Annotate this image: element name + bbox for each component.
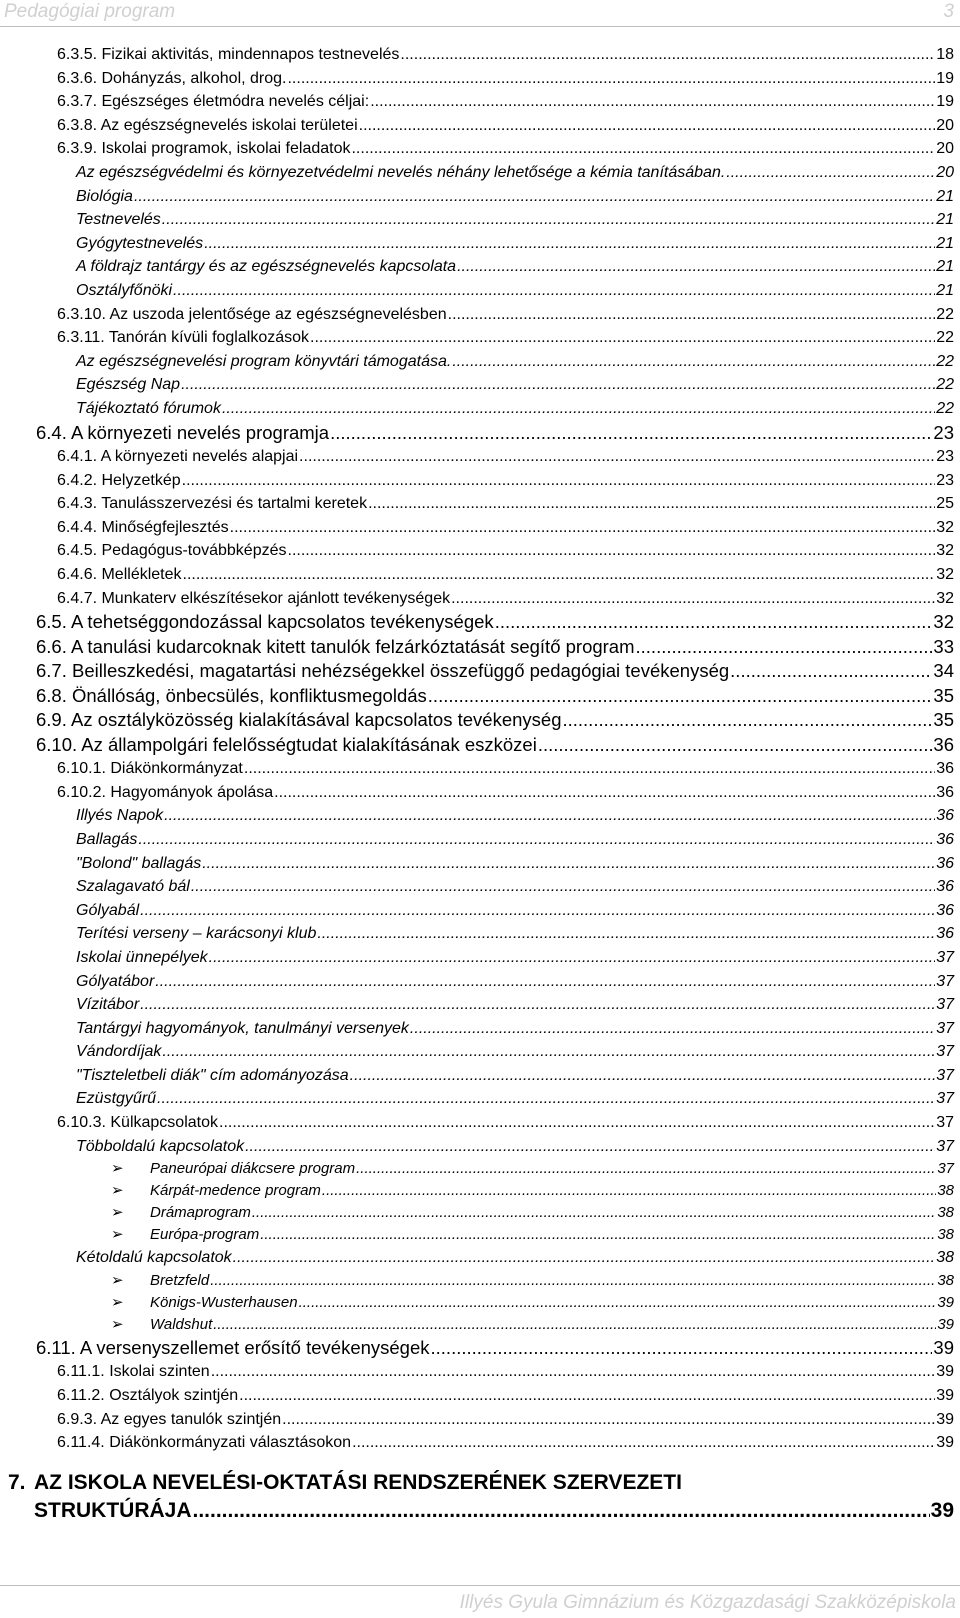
toc-entry-label: Az egészségnevelési program könyvtári támogatása. (76, 352, 452, 370)
chapter-heading[interactable] (0, 1469, 960, 1497)
toc-entry[interactable] (0, 1202, 960, 1224)
dot-leader (299, 445, 935, 469)
toc-entry[interactable] (0, 1336, 960, 1361)
dot-leader (288, 539, 936, 563)
toc-entry-page: 21 (936, 211, 954, 229)
dot-leader (282, 1408, 935, 1432)
toc-entry[interactable] (0, 185, 960, 209)
toc-entry-page: 38 (937, 1271, 954, 1289)
toc-entry-label: 6.3.5. Fizikai aktivitás, mindennapos testnevelés (57, 46, 400, 63)
toc-entry[interactable] (0, 1270, 960, 1292)
dot-leader (162, 1040, 935, 1064)
toc-entry-label: Szalagavató bál (76, 878, 190, 896)
toc-entry-label: Vízitábor (76, 996, 140, 1014)
dot-leader (287, 67, 935, 91)
toc-entry-label: Gólyatábor (76, 972, 155, 990)
toc-entry[interactable] (0, 1040, 960, 1064)
toc-entry-label: 6.3.8. Az egészségnevelés iskolai területei (57, 116, 358, 134)
toc-entry-page: 39 (936, 1363, 954, 1381)
toc-entry[interactable] (0, 1360, 960, 1384)
toc-entry[interactable] (0, 708, 960, 733)
toc-entry[interactable] (0, 899, 960, 923)
toc-entry[interactable] (0, 946, 960, 970)
toc-entry-page: 36 (936, 925, 954, 943)
toc-entry[interactable] (0, 635, 960, 660)
toc-entry[interactable] (0, 922, 960, 946)
dot-leader (210, 1270, 936, 1292)
toc-entry[interactable] (0, 828, 960, 852)
toc-entry-label: Kárpát-medence program (150, 1182, 321, 1200)
dot-leader (299, 1292, 937, 1314)
toc-entry-page: 23 (936, 471, 954, 489)
toc-entry-page: 22 (936, 399, 954, 417)
toc-entry-label: 6.4.6. Mellékletek (57, 565, 182, 583)
dot-leader (155, 970, 935, 994)
toc-entry[interactable] (0, 232, 960, 256)
toc-entry-label: "Tiszteletbeli diák" cím adományozása (76, 1066, 349, 1084)
toc-entry[interactable] (0, 1314, 960, 1336)
dot-leader (457, 255, 935, 279)
toc-entry-page: 38 (937, 1182, 954, 1200)
toc-entry-page: 22 (936, 305, 954, 323)
header-page-number: 3 (943, 1, 954, 22)
toc-entry-page: 37 (936, 948, 954, 966)
toc-entry-label: Európa-program (150, 1226, 260, 1244)
dot-leader (182, 469, 936, 493)
toc-entry-page: 37 (936, 996, 954, 1014)
toc-entry[interactable] (0, 1292, 960, 1314)
toc-entry-label: Terítési verseny – karácsonyi klub (76, 925, 317, 943)
dot-leader (191, 875, 935, 899)
chapter-page: 39 (930, 1498, 954, 1522)
toc-entry-page: 37 (936, 1114, 954, 1132)
dot-leader (260, 1224, 936, 1246)
toc-entry-label: Ballagás (76, 830, 138, 848)
toc-entry-page: 36 (936, 783, 954, 801)
toc-entry-page: 36 (936, 830, 954, 848)
toc-entry[interactable] (0, 1064, 960, 1088)
dot-leader (562, 708, 932, 733)
arrow-bullet-icon: ➢ (111, 1315, 124, 1333)
toc-entry-label: 6.4.3. Tanulásszervezési és tartalmi keretek (57, 495, 368, 513)
toc-entry[interactable] (0, 90, 960, 114)
toc-entry[interactable] (0, 373, 960, 397)
dot-leader (368, 492, 935, 516)
toc-entry-label: 6.3.10. Az uszoda jelentősége az egészségnevelésben (57, 305, 447, 323)
dot-leader (211, 1360, 936, 1384)
table-of-contents (0, 43, 960, 1525)
toc-entry-label: 6.9. Az osztályközösség kialakításával kapcsolatos tevékenység (36, 709, 562, 731)
toc-entry-page: 36 (936, 901, 954, 919)
toc-entry-page: 36 (933, 733, 954, 755)
toc-entry-page: 37 (936, 1019, 954, 1037)
toc-entry-label: Waldshut (150, 1315, 213, 1333)
dot-leader (219, 1111, 935, 1135)
toc-entry-label: 6.4.5. Pedagógus-továbbképzés (57, 542, 287, 560)
toc-entry-page: 20 (936, 140, 954, 158)
toc-entry[interactable] (0, 875, 960, 899)
toc-entry-label: Egészség Nap (76, 376, 181, 394)
toc-entry[interactable] (0, 781, 960, 805)
toc-entry-label: Iskolai ünnepélyek (76, 948, 208, 966)
toc-entry-page: 23 (933, 421, 954, 443)
toc-entry-label: 6.5. A tehetséggondozással kapcsolatos tevékenységek (36, 611, 494, 633)
toc-entry-label: Königs-Wusterhausen (150, 1293, 298, 1311)
dot-leader (140, 899, 935, 923)
toc-entry-label: 6.3.9. Iskolai programok, iskolai feladatok (57, 140, 351, 158)
arrow-bullet-icon: ➢ (111, 1204, 124, 1222)
dot-leader (310, 326, 935, 350)
toc-entry-label: Osztályfőnöki (76, 281, 173, 299)
toc-entry-label: 6.8. Önállóság, önbecsülés, konfliktusmegoldás (36, 684, 427, 706)
footer-text: Illyés Gyula Gimnázium és Közgazdasági Szakközépiskola (459, 1592, 956, 1613)
toc-entry[interactable] (0, 733, 960, 758)
dot-leader (162, 208, 935, 232)
dot-leader (164, 804, 935, 828)
toc-entry-page: 36 (936, 854, 954, 872)
toc-entry-page: 37 (936, 1043, 954, 1061)
toc-entry-page: 32 (936, 542, 954, 560)
dot-leader (322, 1180, 936, 1202)
toc-entry-label: 6.3.6. Dohányzás, alkohol, drog. (57, 69, 287, 87)
dot-leader (448, 303, 936, 327)
toc-entry[interactable] (0, 137, 960, 161)
toc-entry[interactable] (0, 445, 960, 469)
toc-entry[interactable] (0, 970, 960, 994)
toc-entry[interactable] (0, 350, 960, 374)
toc-entry-label: Kétoldalú kapcsolatok (76, 1249, 232, 1267)
dot-leader (230, 516, 936, 540)
dot-leader (330, 421, 932, 446)
chapter-number: 7. (8, 1470, 26, 1494)
toc-entry[interactable] (0, 1158, 960, 1180)
toc-entry-label: Illyés Napok (76, 807, 164, 825)
toc-entry[interactable] (0, 1246, 960, 1270)
toc-entry[interactable] (0, 659, 960, 684)
dot-leader (350, 1064, 936, 1088)
toc-entry-label: 6.4.7. Munkaterv elkészítésekor ajánlott tevékenységek (57, 589, 451, 607)
toc-entry-label: Bretzfeld (150, 1271, 210, 1289)
toc-entry[interactable] (0, 255, 960, 279)
toc-entry[interactable] (0, 1017, 960, 1041)
toc-entry[interactable] (0, 161, 960, 185)
dot-leader (400, 43, 935, 67)
toc-entry-page: 32 (936, 518, 954, 536)
dot-leader (495, 610, 933, 635)
toc-entry-label: Vándordíjak (76, 1043, 162, 1061)
toc-entry-page: 21 (936, 187, 954, 205)
toc-entry-label: A földrajz tantárgy és az egészségnevelés kapcsolata (76, 258, 457, 276)
dot-leader (173, 279, 935, 303)
toc-entry-page: 18 (936, 46, 954, 63)
toc-entry[interactable] (0, 1180, 960, 1202)
dot-leader (359, 114, 936, 138)
toc-entry-page: 36 (936, 807, 954, 825)
dot-leader (431, 1336, 933, 1361)
toc-entry-label: 6.10.2. Hagyományok ápolása (57, 783, 274, 801)
toc-entry[interactable] (0, 804, 960, 828)
toc-entry[interactable] (0, 1408, 960, 1432)
toc-entry-page: 37 (936, 1137, 954, 1155)
toc-entry-label: 6.10. Az állampolgári felelősségtudat kialakításának eszközei (36, 733, 537, 755)
toc-entry-label: 6.11.4. Diákönkormányzati választásokon (57, 1434, 352, 1452)
toc-entry[interactable] (0, 326, 960, 350)
toc-entry[interactable] (0, 684, 960, 709)
toc-entry-label: Biológia (76, 187, 133, 205)
toc-entry-page: 32 (936, 589, 954, 607)
toc-entry-label: 6.4.1. A környezeti nevelés alapjai (57, 448, 299, 465)
dot-leader (193, 1497, 930, 1525)
toc-entry-page: 38 (936, 1249, 954, 1267)
toc-entry-page: 22 (936, 352, 954, 370)
page-header (0, 0, 960, 27)
toc-entry-label: 6.10.3. Külkapcsolatok (57, 1114, 218, 1132)
toc-entry-page: 22 (936, 329, 954, 347)
dot-leader (452, 350, 935, 374)
toc-entry-label: Paneurópai diákcsere program (150, 1160, 356, 1178)
toc-entry-label: 6.4.4. Minőségfejlesztés (57, 518, 229, 536)
chapter-title-line2: STRUKTÚRÁJA (34, 1498, 192, 1522)
toc-entry-page: 32 (936, 565, 954, 583)
arrow-bullet-icon: ➢ (111, 1271, 124, 1289)
toc-entry-page: 34 (933, 660, 954, 682)
toc-entry[interactable] (0, 421, 960, 446)
toc-entry-label: Tantárgyi hagyományok, tanulmányi versenyek (76, 1019, 409, 1037)
toc-entry-page: 39 (937, 1293, 954, 1311)
dot-leader (352, 1431, 935, 1455)
arrow-bullet-icon: ➢ (111, 1160, 124, 1178)
toc-entry[interactable] (0, 43, 960, 67)
page-footer (0, 1585, 960, 1618)
toc-entry-page: 39 (936, 1410, 954, 1428)
toc-entry-label: 6.11. A versenyszellemet erősítő tevékenységek (36, 1336, 430, 1358)
toc-entry-label: "Bolond" ballagás (76, 854, 202, 872)
dot-leader (451, 587, 935, 611)
toc-entry-page: 22 (936, 376, 954, 394)
toc-entry[interactable] (0, 563, 960, 587)
toc-entry-page: 21 (936, 281, 954, 299)
toc-entry-page: 37 (936, 1090, 954, 1108)
toc-entry-page: 38 (937, 1226, 954, 1244)
dot-leader (410, 1017, 935, 1041)
toc-entry[interactable] (0, 114, 960, 138)
toc-entry-label: 6.4. A környezeti nevelés programja (36, 421, 330, 443)
dot-leader (636, 635, 933, 660)
dot-leader (138, 828, 935, 852)
toc-entry-label: 6.3.11. Tanórán kívüli foglalkozások (57, 329, 310, 347)
toc-entry[interactable] (0, 208, 960, 232)
toc-entry-page: 37 (937, 1160, 954, 1178)
dot-leader (245, 1135, 935, 1159)
toc-entry-page: 33 (933, 635, 954, 657)
toc-entry-label: Gyógytestnevelés (76, 234, 204, 252)
toc-entry[interactable] (0, 1087, 960, 1111)
dot-leader (730, 659, 932, 684)
toc-entry-page: 35 (933, 684, 954, 706)
arrow-bullet-icon: ➢ (111, 1293, 124, 1311)
arrow-bullet-icon: ➢ (111, 1182, 124, 1200)
header-title: Pedagógiai program (4, 1, 176, 22)
dot-leader (538, 733, 933, 758)
toc-entry[interactable] (0, 469, 960, 493)
toc-entry[interactable] (0, 397, 960, 421)
toc-entry[interactable] (0, 587, 960, 611)
dot-leader (204, 232, 935, 256)
dot-leader (222, 397, 935, 421)
dot-leader (351, 137, 935, 161)
toc-entry[interactable] (0, 1135, 960, 1159)
dot-leader (183, 563, 936, 587)
toc-entry-label: 6.9.3. Az egyes tanulók szintjén (57, 1410, 282, 1428)
toc-entry[interactable] (0, 1431, 960, 1455)
toc-entry-label: Drámaprogram (150, 1204, 251, 1222)
toc-entry[interactable] (0, 67, 960, 91)
toc-entry-label: 6.6. A tanulási kudarcoknak kitett tanulók felzárkóztatását segítő program (36, 635, 635, 657)
dot-leader (244, 757, 935, 781)
toc-entry-page: 37 (936, 972, 954, 990)
toc-entry-label: 6.3.7. Egészséges életmódra nevelés céljai: (57, 93, 370, 111)
dot-leader (140, 993, 935, 1017)
toc-entry-label: Tájékoztató fórumok (76, 399, 221, 417)
dot-leader (181, 373, 935, 397)
toc-entry-label: 6.7. Beilleszkedési, magatartási nehézségekkel összefüggő pedagógiai tevékenység (36, 660, 730, 682)
toc-entry-page: 35 (933, 709, 954, 731)
toc-entry[interactable] (0, 993, 960, 1017)
dot-leader (213, 1314, 936, 1336)
toc-entry-label: Ezüstgyűrű (76, 1090, 157, 1108)
toc-entry[interactable] (0, 1384, 960, 1408)
toc-entry-page: 23 (936, 448, 954, 465)
dot-leader (202, 852, 935, 876)
dot-leader (317, 922, 935, 946)
toc-entry-page: 37 (936, 1066, 954, 1084)
toc-entry-label: Többoldalú kapcsolatok (76, 1137, 245, 1155)
toc-entry-page: 36 (936, 878, 954, 896)
toc-entry[interactable] (0, 492, 960, 516)
toc-entry-label: Az egészségvédelmi és környezetvédelmi nevelés néhány lehetősége a kémia tanításában. (76, 163, 726, 181)
toc-entry-page: 39 (936, 1434, 954, 1452)
dot-leader (726, 161, 935, 185)
dot-leader (356, 1158, 936, 1180)
toc-entry-page: 20 (936, 163, 954, 181)
toc-entry[interactable] (0, 1111, 960, 1135)
toc-entry-label: Gólyabál (76, 901, 140, 919)
toc-entry-label: 6.10.1. Diákönkormányzat (57, 760, 243, 778)
toc-entry-page: 36 (936, 760, 954, 778)
toc-entry-page: 19 (936, 69, 954, 87)
dot-leader (233, 1246, 936, 1270)
toc-entry-page: 21 (936, 258, 954, 276)
toc-entry-page: 20 (936, 116, 954, 134)
toc-entry-page: 32 (933, 611, 954, 633)
dot-leader (134, 185, 935, 209)
toc-entry-label: 6.11.2. Osztályok szintjén (57, 1386, 239, 1404)
toc-entry-page: 39 (937, 1315, 954, 1333)
toc-entry-page: 19 (936, 93, 954, 111)
toc-entry-page: 39 (933, 1336, 954, 1358)
toc-entry[interactable] (0, 757, 960, 781)
chapter-title-line1: AZ ISKOLA NEVELÉSI-OKTATÁSI RENDSZERÉNEK SZERVEZETI (34, 1470, 682, 1494)
toc-entry-page: 38 (937, 1204, 954, 1222)
dot-leader (370, 90, 935, 114)
toc-entry-page: 39 (936, 1386, 954, 1404)
dot-leader (252, 1202, 936, 1224)
toc-entry[interactable] (0, 610, 960, 635)
dot-leader (209, 946, 936, 970)
toc-entry[interactable] (0, 516, 960, 540)
toc-entry[interactable] (0, 279, 960, 303)
toc-entry-label: 6.11.1. Iskolai szinten (57, 1363, 210, 1381)
dot-leader (274, 781, 935, 805)
dot-leader (428, 684, 933, 709)
arrow-bullet-icon: ➢ (111, 1226, 124, 1244)
toc-entry-page: 25 (936, 495, 954, 513)
toc-entry-label: Testnevelés (76, 211, 161, 229)
toc-entry-page: 21 (936, 234, 954, 252)
toc-entry-label: 6.4.2. Helyzetkép (57, 471, 181, 489)
toc-entry[interactable] (0, 303, 960, 327)
toc-entry[interactable] (0, 1224, 960, 1246)
toc-entry[interactable] (0, 852, 960, 876)
toc-entry[interactable] (0, 539, 960, 563)
dot-leader (239, 1384, 935, 1408)
dot-leader (157, 1087, 935, 1111)
chapter-heading-continued[interactable] (0, 1497, 960, 1525)
